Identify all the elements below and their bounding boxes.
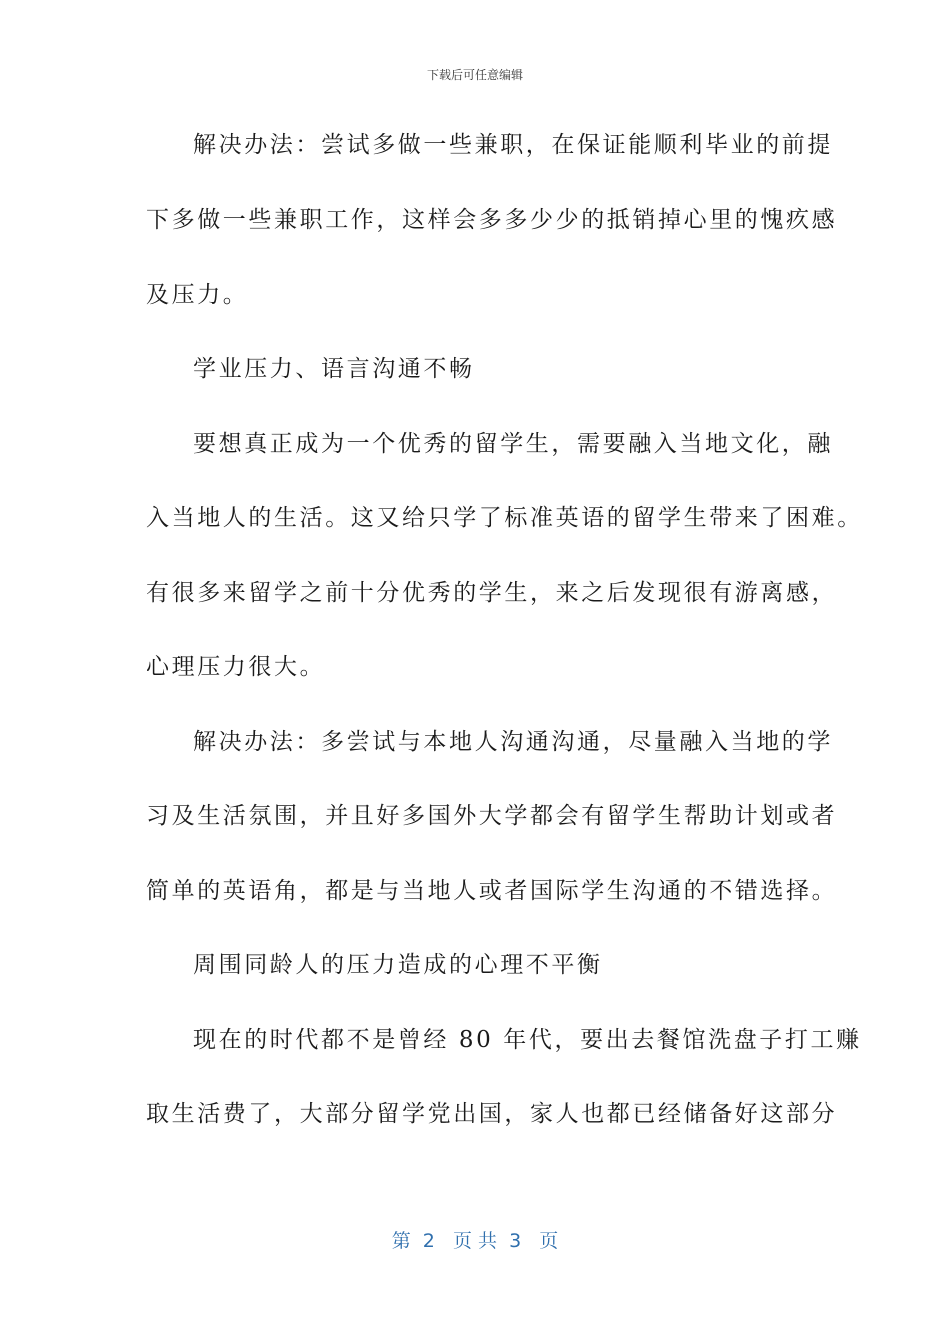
paragraph-line: 入当地人的生活。这又给只学了标准英语的留学生带来了困难。 (146, 505, 863, 531)
paragraph-line: 及压力。 (146, 282, 249, 308)
paragraph-line: 简单的英语角，都是与当地人或者国际学生沟通的不错选择。 (146, 878, 838, 904)
header-note: 下载后可任意编辑 (426, 68, 523, 82)
paragraph-line: 心理压力很大。 (146, 654, 326, 680)
paragraph-line: 取生活费了，大部分留学党出国，家人也都已经储备好这部分 (146, 1101, 838, 1127)
paragraph-line: 解决办法：多尝试与本地人沟通沟通，尽量融入当地的学 (193, 729, 833, 755)
page-number-footer: 第 2 页 共 3 页 (391, 1230, 559, 1252)
paragraph-line: 要想真正成为一个优秀的留学生，需要融入当地文化，融 (193, 431, 833, 457)
paragraph-line: 习及生活氛围，并且好多国外大学都会有留学生帮助计划或者 (146, 803, 838, 829)
paragraph-line: 有很多来留学之前十分优秀的学生，来之后发现很有游离感， (146, 580, 838, 606)
section-heading: 周围同龄人的压力造成的心理不平衡 (193, 952, 603, 978)
section-heading: 学业压力、语言沟通不畅 (193, 356, 475, 382)
paragraph-line: 下多做一些兼职工作，这样会多多少少的抵销掉心里的愧疚感 (146, 207, 838, 233)
paragraph-line: 现在的时代都不是曾经 80 年代，要出去餐馆洗盘子打工赚 (193, 1027, 862, 1053)
paragraph-line: 解决办法：尝试多做一些兼职，在保证能顺利毕业的前提 (193, 132, 833, 158)
